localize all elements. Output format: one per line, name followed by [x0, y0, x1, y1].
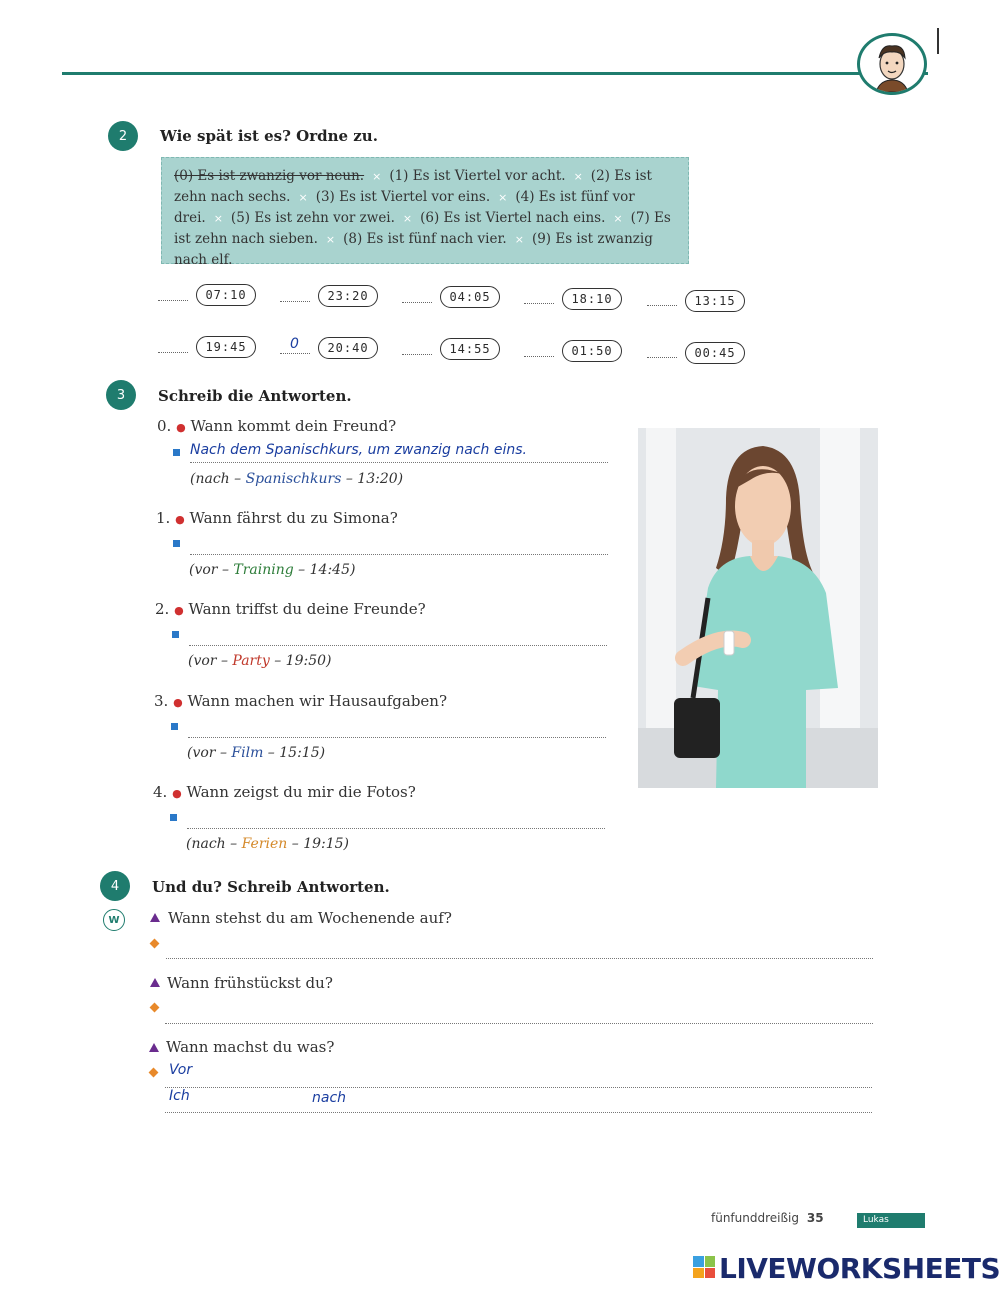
sentence-5: (5) Es ist zehn vor zwei. [230, 210, 395, 226]
speaker-a-dot-icon: ● [175, 513, 185, 526]
example-answer: 0 [290, 336, 299, 352]
item-number: 2. [155, 600, 170, 618]
exercise-3-title: Schreib die Antworten. [158, 387, 352, 405]
page-number: 35 [806, 1211, 824, 1225]
time-answer-blank[interactable] [158, 300, 188, 301]
lukas-avatar-icon [857, 33, 927, 95]
exercise-2-title: Wie spät ist es? Ordne zu. [160, 127, 378, 145]
question-text: Wann stehst du am Wochenende auf? [168, 909, 452, 927]
speaker-a-triangle-icon [150, 978, 160, 987]
hint-time: – 19:15) [287, 836, 350, 852]
answer-line[interactable] [190, 534, 608, 555]
question-text: Wann fährst du zu Simona? [189, 509, 398, 527]
answer-line[interactable] [189, 625, 607, 646]
hint-keyword: Party [232, 653, 270, 669]
hint-prefix: (vor – [189, 562, 234, 578]
hint [189, 562, 355, 578]
speaker-a-dot-icon: ● [176, 421, 186, 434]
exercise-2-number: 2 [108, 121, 138, 151]
speaker-a-dot-icon: ● [172, 787, 182, 800]
digital-clock: 20:40 [318, 337, 378, 359]
question-item [155, 600, 426, 618]
separator-icon: × [402, 212, 413, 225]
hint-prefix: (nach – [190, 471, 246, 487]
exercise-4-title: Und du? Schreib Antworten. [152, 878, 390, 896]
time-answer-blank[interactable] [647, 357, 677, 358]
hint-time: – 19:50) [269, 653, 332, 669]
time-answer-blank[interactable] [402, 302, 432, 303]
speaker-b-diamond-icon [150, 1003, 160, 1013]
sentence-8: (8) Es ist fünf nach vier. [343, 231, 507, 247]
hint-time: – 15:15) [263, 745, 326, 761]
digital-clock: 13:15 [685, 290, 745, 312]
answer-line[interactable] [188, 717, 606, 738]
photo-girl-looking-at-watch [638, 428, 878, 788]
digital-clock: 04:05 [440, 286, 500, 308]
hint-prefix: (nach – [186, 836, 242, 852]
digital-clock: 18:10 [562, 288, 622, 310]
time-answer-blank[interactable] [524, 356, 554, 357]
sentence-4: (4) Es ist fünf vor drei. [174, 189, 635, 226]
separator-icon: × [613, 212, 623, 225]
hint-time: – 13:20) [341, 471, 404, 487]
question-text: Wann zeigst du mir die Fotos? [186, 783, 416, 801]
speaker-b-square-icon [173, 540, 180, 547]
speaker-a-dot-icon: ● [174, 604, 184, 617]
answer-line[interactable] [165, 1068, 872, 1088]
question-item [153, 783, 416, 801]
answer-line[interactable] [166, 940, 873, 959]
exercise-3-number: 3 [106, 380, 136, 410]
handwritten-word-ich: Ich [169, 1088, 190, 1104]
time-answer-blank[interactable] [524, 303, 554, 304]
question-text: Wann triffst du deine Freunde? [188, 600, 426, 618]
speaker-b-diamond-icon [150, 939, 160, 949]
separator-icon: × [573, 170, 583, 183]
separator-icon: × [213, 212, 223, 225]
sentence-0: (0) Es ist zwanzig vor neun. [174, 168, 365, 184]
time-answer-blank[interactable] [158, 352, 188, 353]
handwritten-word-vor: Vor [169, 1062, 193, 1078]
hint-keyword: Ferien [241, 836, 288, 852]
item-number: 1. [156, 509, 171, 527]
speaker-b-square-icon [173, 449, 180, 456]
speaker-a-triangle-icon [150, 913, 160, 922]
sentence-7: (7) Es ist zehn nach sieben. [174, 210, 671, 247]
answer-line[interactable]: Nach dem Spanischkurs, um zwanzig nach eins. [190, 442, 608, 463]
separator-icon: × [372, 170, 382, 183]
question-text: Wann kommt dein Freund? [190, 417, 397, 435]
hint-keyword: Spanischkurs [245, 471, 342, 487]
speaker-a-triangle-icon [149, 1043, 159, 1052]
workbook-badge-icon: W [103, 909, 125, 931]
speaker-b-square-icon [170, 814, 177, 821]
page-footer [711, 1211, 824, 1225]
time-answer-blank[interactable] [402, 354, 432, 355]
item-number: 4. [153, 783, 168, 801]
speaker-b-square-icon [171, 723, 178, 730]
separator-icon: × [298, 191, 308, 204]
liveworksheets-logo[interactable]: LIVEWORKSHEETS [719, 1252, 1000, 1285]
item-number: 0. [157, 417, 172, 435]
liveworksheets-logo-icon [693, 1256, 715, 1278]
time-answer-blank[interactable] [280, 301, 310, 302]
hint-time: – 14:45) [293, 562, 356, 578]
hint-keyword: Training [233, 562, 294, 578]
answer-line[interactable] [187, 808, 605, 829]
digital-clock: 23:20 [318, 285, 378, 307]
hint [186, 836, 349, 852]
separator-icon: × [325, 233, 336, 246]
sentence-1: (1) Es ist Viertel vor acht. [389, 168, 566, 184]
digital-clock: 00:45 [685, 342, 745, 364]
hint-keyword: Film [231, 745, 264, 761]
digital-clock: 01:50 [562, 340, 622, 362]
hint [187, 745, 325, 761]
separator-icon: × [498, 191, 508, 204]
sentence-box [161, 157, 689, 268]
speaker-a-dot-icon: ● [173, 696, 183, 709]
character-tag: Lukas [857, 1213, 925, 1228]
sentence-3: (3) Es ist Viertel vor eins. [315, 189, 491, 205]
header-rule [62, 72, 928, 75]
separator-icon: × [514, 233, 524, 246]
question-item [154, 692, 447, 710]
digital-clock: 19:45 [196, 336, 256, 358]
hint [188, 653, 332, 669]
page-word: fünfunddreißig [711, 1211, 800, 1225]
answer-line[interactable] [165, 1093, 872, 1113]
hint-prefix: (vor – [187, 745, 232, 761]
digital-clock: 07:10 [196, 284, 256, 306]
exercise-4-number: 4 [100, 871, 130, 901]
hint [190, 471, 403, 487]
digital-clock: 14:55 [440, 338, 500, 360]
time-answer-blank[interactable] [647, 305, 677, 306]
speaker-b-diamond-icon [149, 1068, 159, 1078]
question-text: Wann machen wir Hausaufgaben? [187, 692, 448, 710]
sentence-9: (9) Es ist zwanzig nach elf. [174, 231, 653, 268]
sentence-6: (6) Es ist Viertel nach eins. [420, 210, 606, 226]
hint-prefix: (vor – [188, 653, 233, 669]
page-edge-mark [937, 28, 939, 54]
answer-line[interactable] [165, 1005, 873, 1024]
item-number: 3. [154, 692, 169, 710]
question-item [157, 417, 396, 435]
question-text: Wann frühstückst du? [167, 974, 333, 992]
time-answer-blank[interactable] [280, 353, 310, 354]
question-text: Wann machst du was? [166, 1038, 335, 1056]
sentence-2: (2) Es ist zehn nach sechs. [174, 168, 652, 205]
speaker-b-square-icon [172, 631, 179, 638]
handwritten-word-nach: nach [312, 1090, 347, 1106]
question-item [156, 509, 398, 527]
